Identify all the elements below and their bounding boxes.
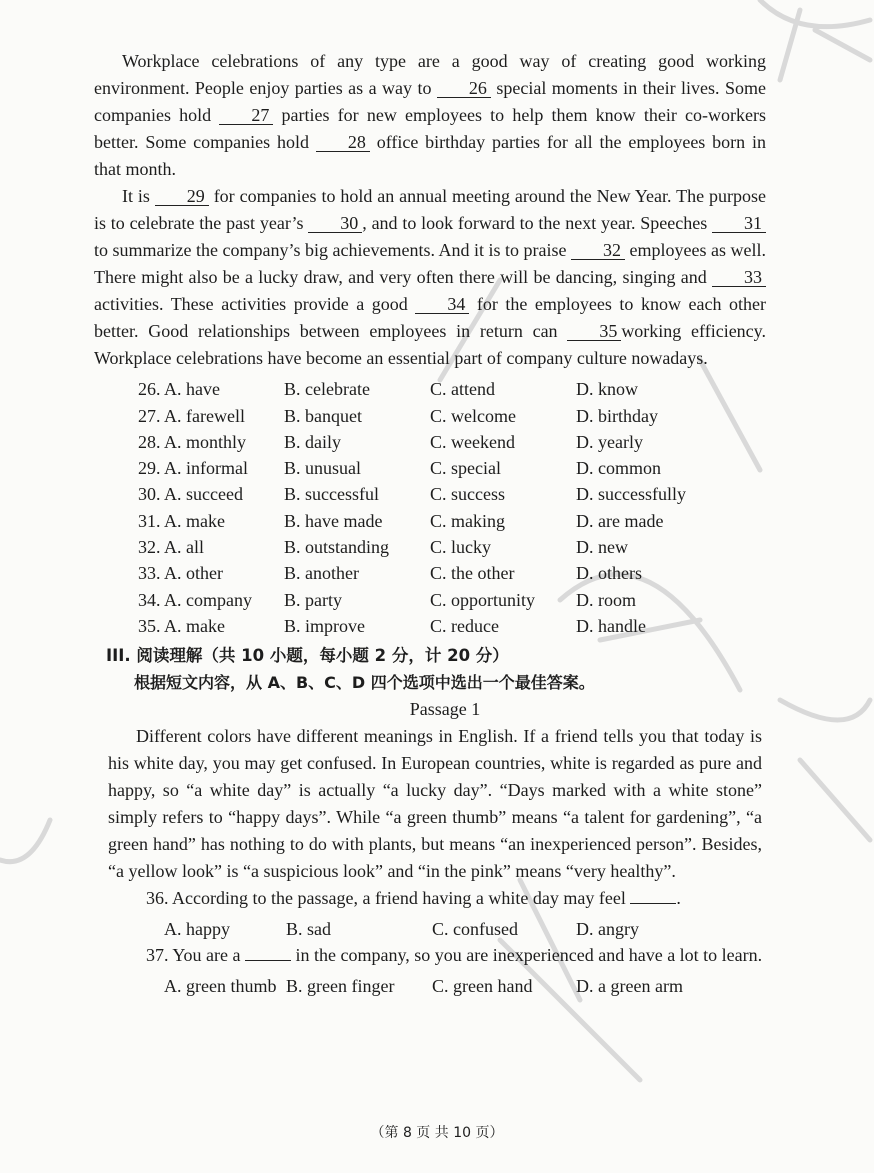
option-c[interactable]: C. weekend xyxy=(430,431,515,452)
option-a[interactable]: 35. A. make xyxy=(138,615,225,636)
option-b[interactable]: B. successful xyxy=(284,484,379,505)
option-b[interactable]: B. sad xyxy=(286,918,331,939)
cloze-blank-28: 28 xyxy=(316,133,370,152)
cloze-blank-26: 26 xyxy=(437,79,491,98)
passage-title: Passage 1 xyxy=(409,698,481,719)
cloze-blank-30: 30 xyxy=(308,214,362,233)
option-d[interactable]: D. successfully xyxy=(576,484,686,505)
option-b[interactable]: B. green finger xyxy=(286,975,395,996)
option-d[interactable]: D. new xyxy=(576,537,628,558)
option-c[interactable]: C. special xyxy=(430,458,501,479)
answer-blank xyxy=(245,946,291,961)
option-a[interactable]: 33. A. other xyxy=(138,563,223,584)
cloze-paragraph-2: It is 29 for companies to hold an annual meeting around the New Year. The purpose is to celebrate the past year’s 30 , and to look forward to the next year. Speeches 31 to summarize the company’s big achievements. And it is to praise 32 employees as well. There might also be a lucky draw, and very often there will be dancing, singing and 33 activities. These activities provide a good 34 for the employees to know each other better. Good relationships between employees in return can 35 working efficiency. Workplace celebrations have become an essential part of company culture nowadays. xyxy=(94,186,767,368)
option-c[interactable]: C. attend xyxy=(430,379,495,400)
option-row xyxy=(138,584,766,610)
option-b[interactable]: B. party xyxy=(284,589,342,610)
option-b[interactable]: B. have made xyxy=(284,510,383,531)
reading-passage: Different colors have different meanings in English. If a friend tells you that today is his white day, you may get confused. In European countries, white is regarded as pure and happy, so “a white day” is actually “a lucky day”. “Days marked with a white stone” simply refers to “happy days”. While “a green thumb” means “a talent for gardening”, “a green hand” has nothing to do with plants, but means “an inexperienced person”. Besides, “a yellow look” is “a suspicious look” and “in the pink” means “very healthy”. xyxy=(108,725,762,881)
option-row xyxy=(138,611,766,637)
option-b[interactable]: B. improve xyxy=(284,615,365,636)
cloze-blank-35: 35 xyxy=(567,322,621,341)
option-row xyxy=(138,374,766,400)
page-footer: （第 8 页 共 10 页） xyxy=(370,1125,504,1141)
option-a[interactable]: 34. A. company xyxy=(138,589,252,610)
question-37-options xyxy=(164,969,766,997)
section-instruction: 根据短文内容，从 A、B、C、D 四个选项中选出一个最佳答案。 xyxy=(134,672,595,692)
option-a[interactable]: 30. A. succeed xyxy=(138,484,243,505)
option-a[interactable]: 29. A. informal xyxy=(138,458,248,479)
option-row xyxy=(138,558,766,584)
option-d[interactable]: D. others xyxy=(576,563,642,584)
option-d[interactable]: D. handle xyxy=(576,615,646,636)
option-c[interactable]: C. green hand xyxy=(432,975,533,996)
cloze-paragraph-1: Workplace celebrations of any type are a good way of creating good working environment. People enjoy parties as a way to 26 special moments in their lives. Some companies hold 27 parties for new employees to help them know their co-workers better. Some companies hold 28 office birthday parties for all the employees born in that month. xyxy=(94,51,766,179)
option-b[interactable]: B. celebrate xyxy=(284,379,370,400)
cloze-blank-33: 33 xyxy=(712,268,766,287)
option-a[interactable]: 27. A. farewell xyxy=(138,405,245,426)
question-37: 37. You are a in the company, so you are inexperienced and have a lot to learn. xyxy=(146,944,763,965)
option-d[interactable]: D. yearly xyxy=(576,431,643,452)
answer-blank xyxy=(630,889,676,904)
option-d[interactable]: D. are made xyxy=(576,510,664,531)
option-row xyxy=(138,400,766,426)
cloze-blank-34: 34 xyxy=(415,295,469,314)
cloze-blank-29: 29 xyxy=(155,187,209,206)
option-a[interactable]: A. happy xyxy=(164,918,230,939)
option-d[interactable]: D. room xyxy=(576,589,636,610)
cloze-blank-31: 31 xyxy=(712,214,766,233)
option-c[interactable]: C. reduce xyxy=(430,615,499,636)
option-c[interactable]: C. opportunity xyxy=(430,589,536,610)
option-d[interactable]: D. know xyxy=(576,379,638,400)
option-d[interactable]: D. birthday xyxy=(576,405,658,426)
option-row xyxy=(138,427,766,453)
option-c[interactable]: C. confused xyxy=(432,918,518,939)
section-heading: III. 阅读理解（共 10 小题，每小题 2 分，计 20 分） xyxy=(106,645,509,665)
page-content xyxy=(94,48,766,997)
question-36-options xyxy=(164,912,766,940)
option-b[interactable]: B. daily xyxy=(284,431,341,452)
option-a[interactable]: 26. A. have xyxy=(138,379,220,400)
cloze-blank-32: 32 xyxy=(571,241,625,260)
option-a[interactable]: A. green thumb xyxy=(164,975,277,996)
option-a[interactable]: 28. A. monthly xyxy=(138,431,247,452)
cloze-options xyxy=(138,374,766,637)
option-row xyxy=(138,479,766,505)
option-d[interactable]: D. angry xyxy=(576,918,639,939)
option-b[interactable]: B. banquet xyxy=(284,405,362,426)
option-d[interactable]: D. common xyxy=(576,458,661,479)
option-a[interactable]: 31. A. make xyxy=(138,510,225,531)
option-row xyxy=(138,532,766,558)
option-c[interactable]: C. lucky xyxy=(430,537,491,558)
option-b[interactable]: B. another xyxy=(284,563,359,584)
question-36: 36. According to the passage, a friend having a white day may feel . xyxy=(146,887,681,908)
option-b[interactable]: B. unusual xyxy=(284,458,362,479)
option-d[interactable]: D. a green arm xyxy=(576,975,683,996)
option-row xyxy=(138,453,766,479)
option-c[interactable]: C. the other xyxy=(430,563,515,584)
option-a[interactable]: 32. A. all xyxy=(138,537,204,558)
option-c[interactable]: C. success xyxy=(430,484,505,505)
option-row xyxy=(138,505,766,531)
option-b[interactable]: B. outstanding xyxy=(284,537,390,558)
option-c[interactable]: C. welcome xyxy=(430,405,516,426)
option-c[interactable]: C. making xyxy=(430,510,505,531)
cloze-blank-27: 27 xyxy=(219,106,273,125)
